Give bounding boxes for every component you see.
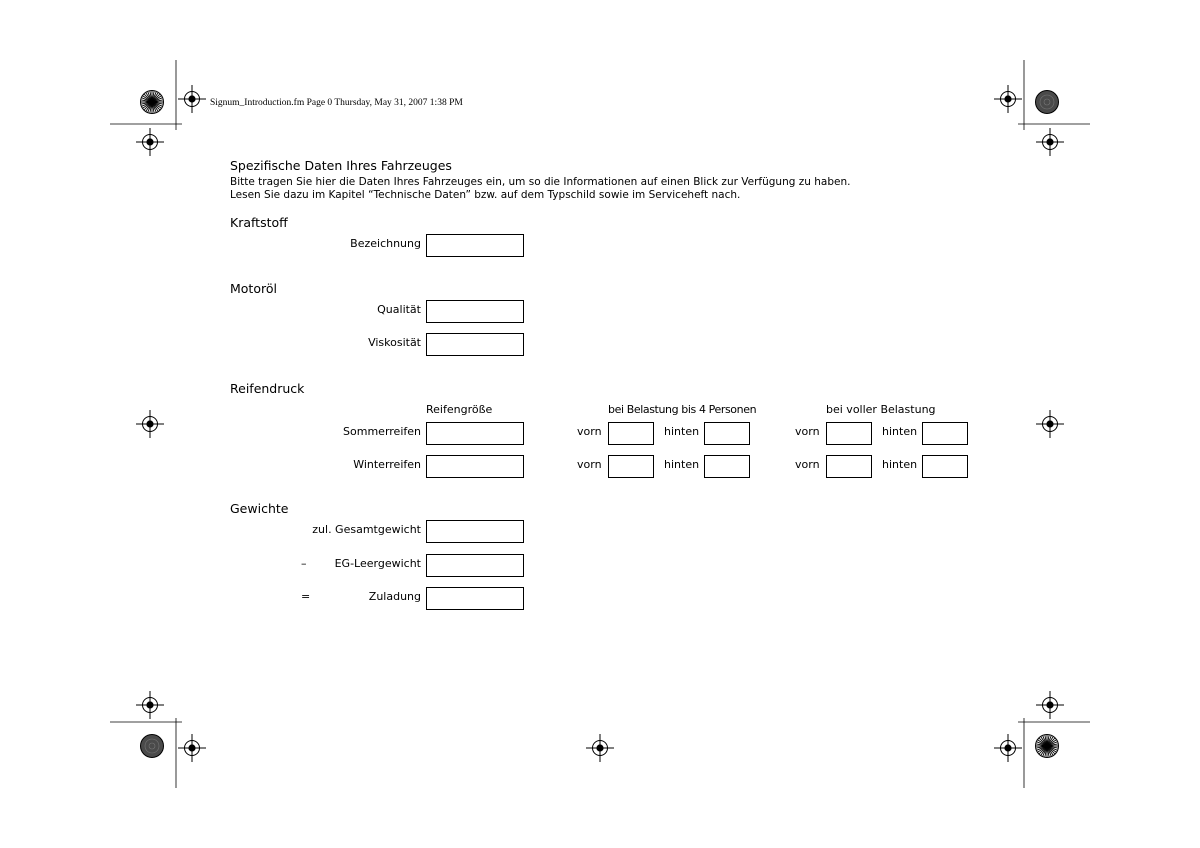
sommerreifen-4p-hinten-field[interactable] xyxy=(704,422,750,445)
section-reifendruck: Reifendruck xyxy=(230,381,305,396)
winterreifen-4p-hinten-field[interactable] xyxy=(704,455,750,478)
leergewicht-label: EG-Leergewicht xyxy=(334,557,421,570)
sommerreifen-label: Sommerreifen xyxy=(343,425,421,438)
sommerreifen-4p-vorn-field[interactable] xyxy=(608,422,654,445)
col-head-reifengroesse: Reifengröße xyxy=(426,403,493,416)
hinten-label: hinten xyxy=(882,458,918,471)
viskositaet-label: Viskosität xyxy=(368,336,421,349)
winterreifen-label: Winterreifen xyxy=(353,458,421,471)
winterreifen-full-hinten-field[interactable] xyxy=(922,455,968,478)
registration-mark-icon xyxy=(994,85,1022,113)
registration-mark-icon xyxy=(1036,691,1064,719)
page-title: Spezifische Daten Ihres Fahrzeuges xyxy=(230,158,452,173)
qualitaet-label: Qualität xyxy=(377,303,421,316)
winterreifen-size-field[interactable] xyxy=(426,455,524,478)
col-head-volle-belastung: bei voller Belastung xyxy=(826,403,936,416)
qualitaet-field[interactable] xyxy=(426,300,524,323)
zuladung-label: Zuladung xyxy=(368,590,421,603)
vorn-label: vorn xyxy=(577,425,602,438)
hinten-label: hinten xyxy=(664,458,700,471)
registration-mark-icon xyxy=(1036,410,1064,438)
winterreifen-4p-vorn-field[interactable] xyxy=(608,455,654,478)
registration-mark-icon xyxy=(136,691,164,719)
sommerreifen-full-vorn-field[interactable] xyxy=(826,422,872,445)
minus-sign: – xyxy=(301,557,307,570)
vorn-label: vorn xyxy=(577,458,602,471)
registration-mark-icon xyxy=(1036,128,1064,156)
registration-mark-icon xyxy=(586,734,614,762)
vorn-label: vorn xyxy=(795,458,820,471)
zuladung-field[interactable] xyxy=(426,587,524,610)
vorn-label: vorn xyxy=(795,425,820,438)
print-header: Signum_Introduction.fm Page 0 Thursday, May 31, 2007 1:38 PM xyxy=(210,98,463,108)
solid-target-icon xyxy=(141,735,164,758)
section-motoroel: Motoröl xyxy=(230,281,277,296)
equals-sign: = xyxy=(301,590,311,603)
col-head-4-personen: bei Belastung bis 4 Personen xyxy=(608,403,757,416)
section-kraftstoff: Kraftstoff xyxy=(230,215,288,230)
leergewicht-field[interactable] xyxy=(426,554,524,577)
solid-target-icon xyxy=(1036,91,1059,114)
hinten-label: hinten xyxy=(664,425,700,438)
sommerreifen-size-field[interactable] xyxy=(426,422,524,445)
intro-line-1: Bitte tragen Sie hier die Daten Ihres Fahrzeuges ein, um so die Informationen auf einen Blick zur Verfügung zu haben. xyxy=(230,176,851,188)
viskositaet-field[interactable] xyxy=(426,333,524,356)
gesamtgewicht-label: zul. Gesamtgewicht xyxy=(312,523,421,536)
starburst-target-icon xyxy=(141,91,164,114)
sommerreifen-full-hinten-field[interactable] xyxy=(922,422,968,445)
hinten-label: hinten xyxy=(882,425,918,438)
registration-mark-icon xyxy=(178,85,206,113)
section-gewichte: Gewichte xyxy=(230,501,289,516)
intro-line-2: Lesen Sie dazu im Kapitel “Technische Daten” bzw. auf dem Typschild sowie im Serviceheft nach. xyxy=(230,189,741,201)
registration-mark-icon xyxy=(136,410,164,438)
registration-mark-icon xyxy=(178,734,206,762)
starburst-target-icon xyxy=(1036,735,1059,758)
registration-mark-icon xyxy=(136,128,164,156)
bezeichnung-label: Bezeichnung xyxy=(350,237,421,250)
winterreifen-full-vorn-field[interactable] xyxy=(826,455,872,478)
registration-mark-icon xyxy=(994,734,1022,762)
bezeichnung-field[interactable] xyxy=(426,234,524,257)
gesamtgewicht-field[interactable] xyxy=(426,520,524,543)
